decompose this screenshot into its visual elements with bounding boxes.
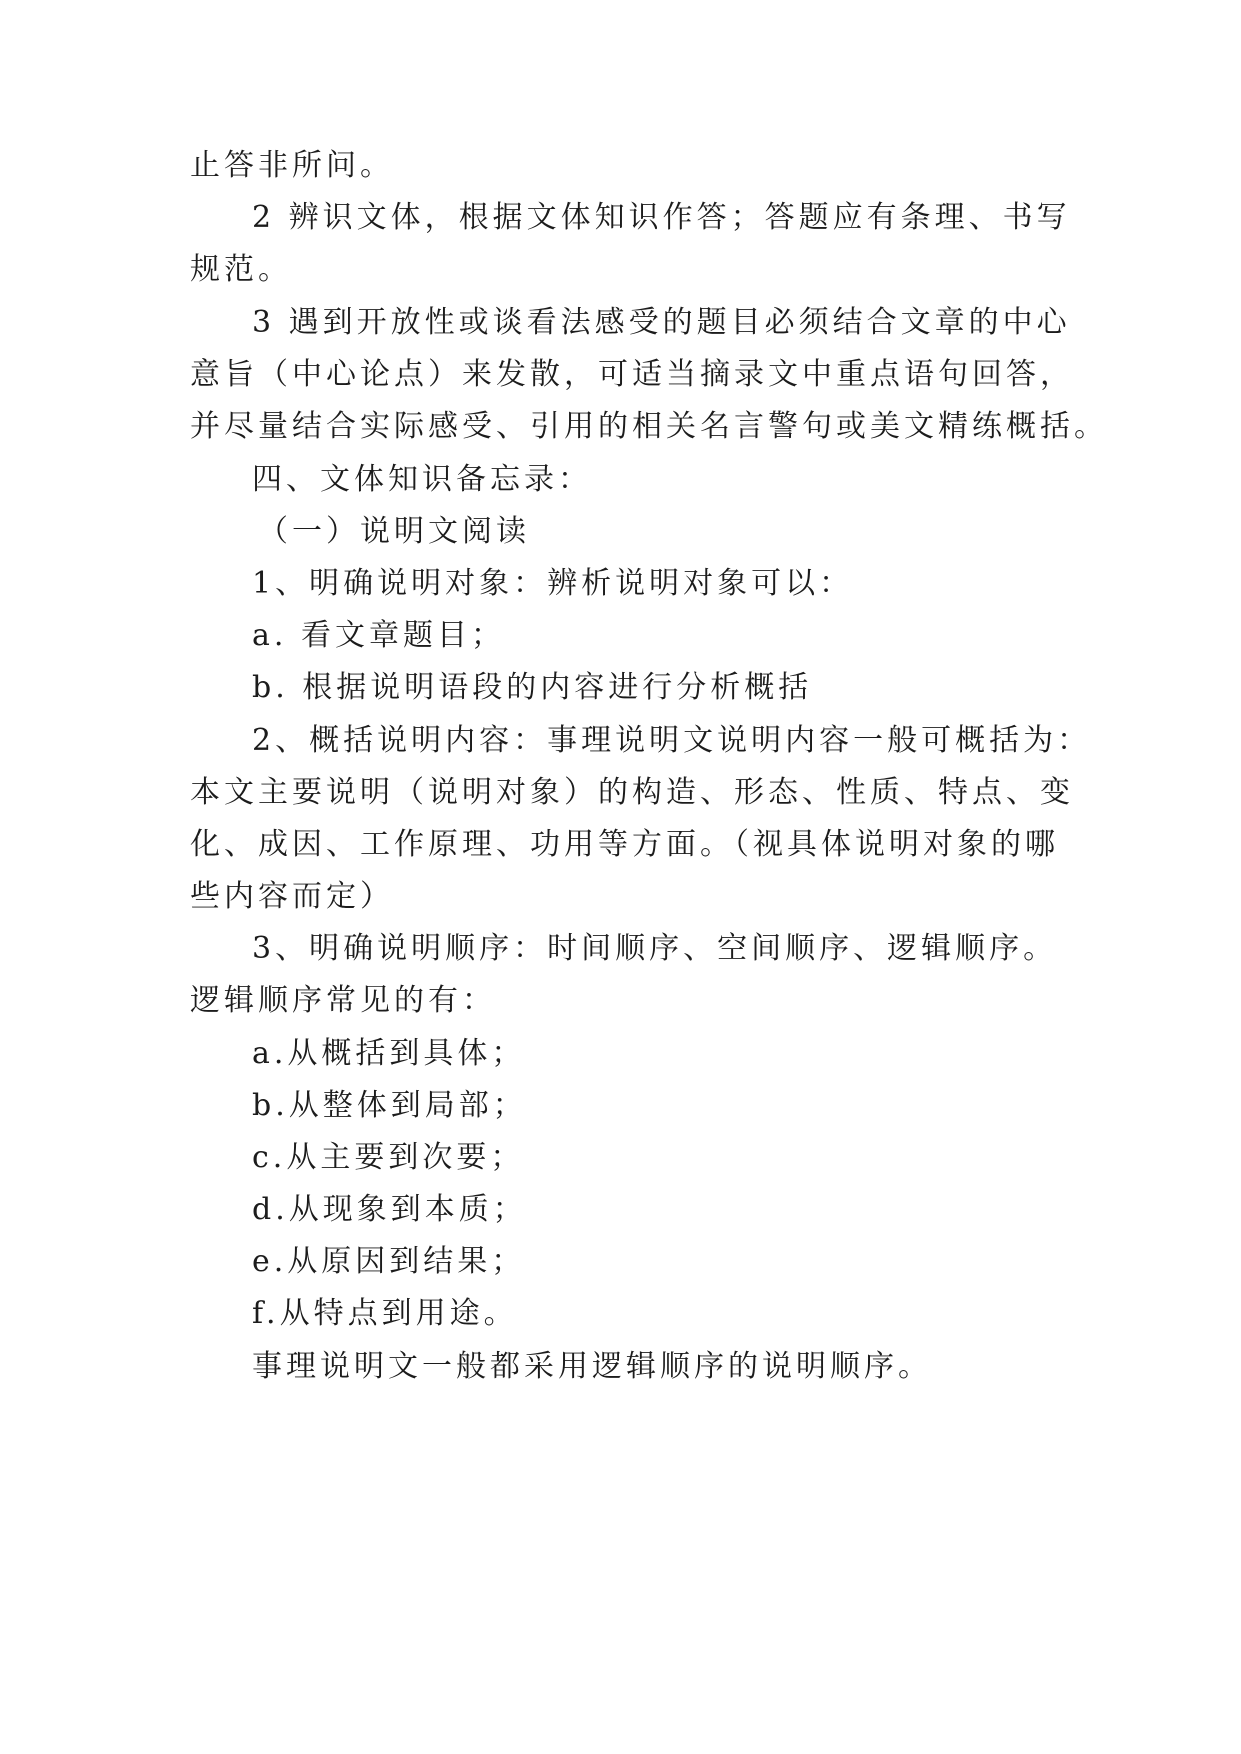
text-line: 规范。 <box>190 252 292 287</box>
text-line: 2、概括说明内容：事理说明文说明内容一般可概括为： <box>252 723 1092 758</box>
list-item: f.从特点到用途。 <box>252 1296 518 1331</box>
text-line: 逻辑顺序常见的有： <box>190 983 496 1018</box>
section-heading: 四、文体知识备忘录： <box>252 462 592 497</box>
text-line: 事理说明文一般都采用逻辑顺序的说明顺序。 <box>252 1349 932 1384</box>
list-item: a.从概括到具体； <box>252 1036 526 1071</box>
text-line: 1、明确说明对象：辨析说明对象可以： <box>252 566 854 601</box>
text-line: 3、明确说明顺序：时间顺序、空间顺序、逻辑顺序。 <box>252 931 1058 966</box>
list-item: e.从原因到结果； <box>252 1244 526 1279</box>
text-line: 化、成因、工作原理、功用等方面。（视具体说明对象的哪 <box>190 827 1059 862</box>
list-item: b. 根据说明语段的内容进行分析概括 <box>252 670 813 705</box>
text-line: 2 辨识文体，根据文体知识作答；答题应有条理、书写 <box>252 200 1071 235</box>
list-item: b.从整体到局部； <box>252 1088 527 1123</box>
text-line: 本文主要说明（说明对象）的构造、形态、性质、特点、变 <box>190 775 1074 810</box>
text-line: 些内容而定） <box>190 879 394 914</box>
list-item: c.从主要到次要； <box>252 1140 525 1175</box>
list-item: a. 看文章题目； <box>252 618 505 653</box>
text-line: 并尽量结合实际感受、引用的相关名言警句或美文精练概括。 <box>190 409 1108 444</box>
text-line: 止答非所问。 <box>190 148 394 183</box>
subsection-heading: （一）说明文阅读 <box>258 514 530 549</box>
text-line: 意旨（中心论点）来发散，可适当摘录文中重点语句回答， <box>190 357 1074 392</box>
text-line: 3 遇到开放性或谈看法感受的题目必须结合文章的中心 <box>252 305 1071 340</box>
list-item: d.从现象到本质； <box>252 1192 527 1227</box>
